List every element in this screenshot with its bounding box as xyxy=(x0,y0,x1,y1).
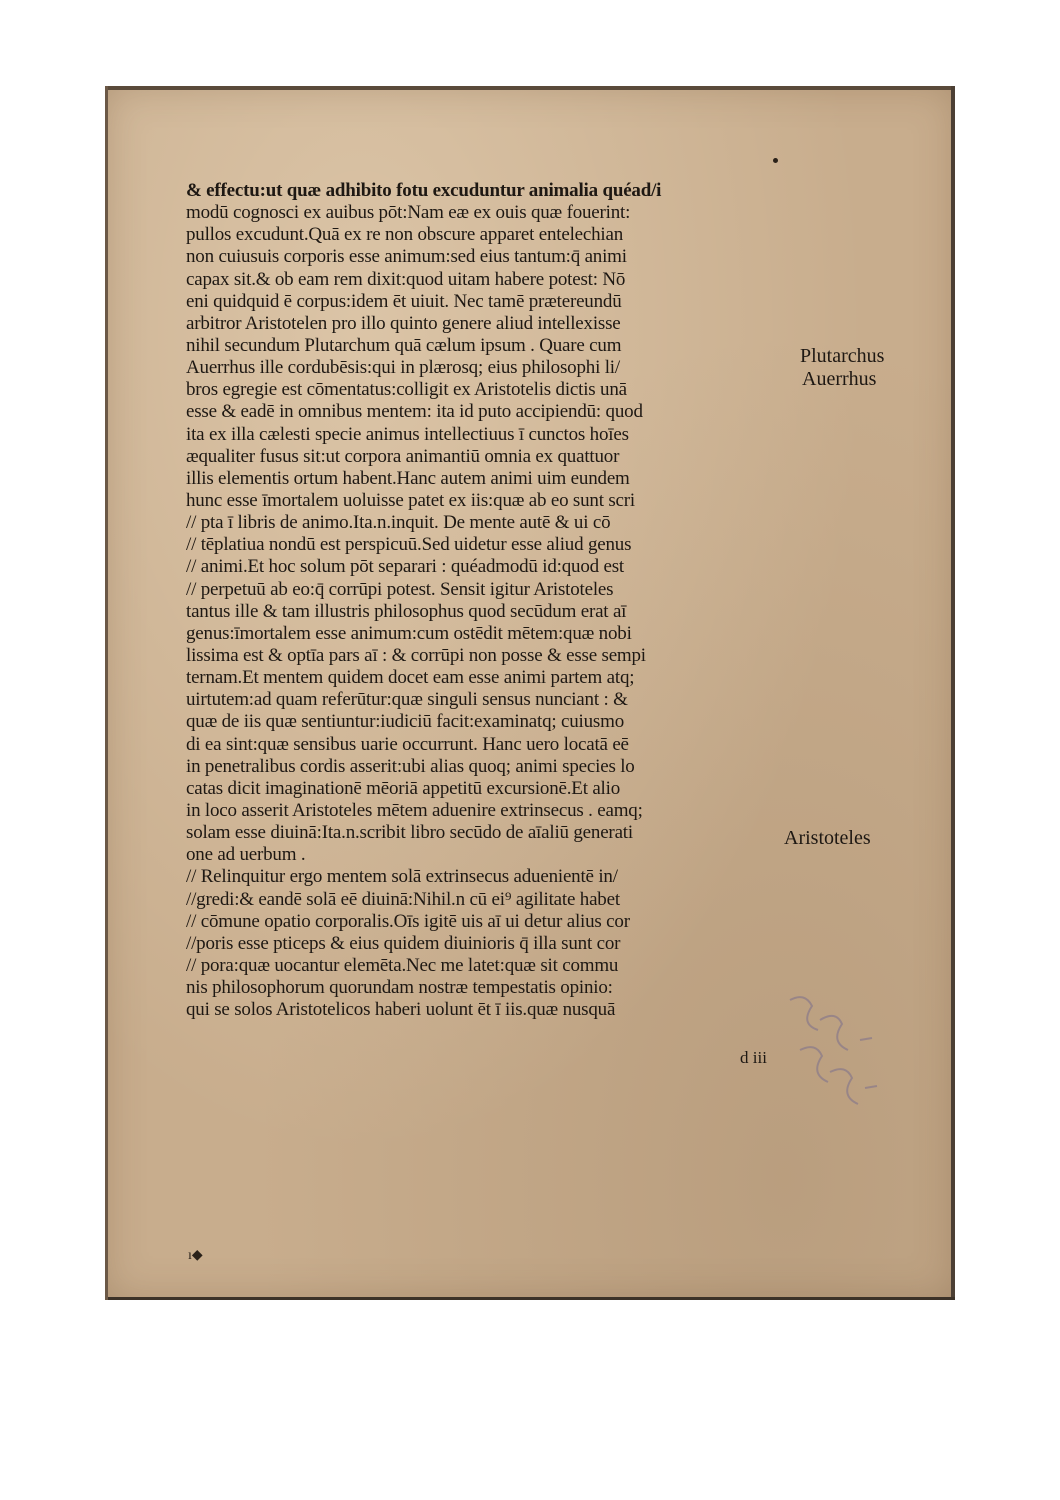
text-line: nis philosophorum quorundam nostræ tempestatis opinio: xyxy=(186,977,613,999)
page-edge-bottom xyxy=(105,1297,955,1300)
text-line: // tēplatiua nondū est perspicuū.Sed uidetur esse aliud genus xyxy=(186,534,632,556)
text-line: catas dicit imaginationē mēoriā appetitū excursionē.Et alio xyxy=(186,777,621,799)
text-line: quæ de iis quæ sentiuntur:iudiciū facit:examinatq; cuiusmo xyxy=(186,711,624,733)
text-line: // animi.Et hoc solum pōt separari : quéadmodū id:quod est xyxy=(186,556,624,578)
text-line: capax sit.& ob eam rem dixit:quod uitam habere potest: Nō xyxy=(186,268,626,290)
text-line: esse & eadē in omnibus mentem: ita id puto accipiendū: quod xyxy=(186,401,643,423)
text-line: genus:īmortalem esse animum:cum ostēdit mētem:quæ nobi xyxy=(186,622,632,644)
text-line: //gredi:& eandē solā eē diuinā:Nihil.n cū ei⁹ agilitate habet xyxy=(186,888,620,910)
text-line: // pta ī libris de animo.Ita.n.inquit. De mente autē & ui cō xyxy=(186,512,611,534)
text-line: non cuiusuis corporis esse animum:sed eius tantum:q̄ animi xyxy=(186,246,627,268)
page-edge-right xyxy=(951,86,955,1300)
text-line: pullos excudunt.Quā ex re non obscure apparet entelechian xyxy=(186,224,624,246)
ink-dot xyxy=(773,158,778,163)
page-edge-left xyxy=(105,86,108,1300)
text-line: solam esse diuinā:Ita.n.scribit libro secūdo de aīaliū generati xyxy=(186,822,633,844)
text-line: illis elementis ortum habent.Hanc autem animi uim eundem xyxy=(186,467,630,489)
text-line: ita ex illa cælesti specie animus intellectiuus ī cunctos hoīes xyxy=(186,423,629,445)
text-line: bros egregie est cōmentatus:colligit ex Aristotelis dictis unā xyxy=(186,379,627,401)
text-line: arbitror Aristotelen pro illo quinto genere aliud intellexisse xyxy=(186,312,621,334)
text-line: in penetralibus cordis asserit:ubi alias quoq; animi species lo xyxy=(186,755,635,777)
text-line: Auerrhus ille cordubēsis:qui in plærosq; eius philosophi li/ xyxy=(186,357,620,379)
foot-mark: ı◆ xyxy=(188,1248,203,1263)
text-line: // pora:quæ uocantur elemēta.Nec me latet:quæ sit commu xyxy=(186,954,619,976)
text-line: one ad uerbum . xyxy=(186,844,306,866)
text-line: di ea sint:quæ sensibus uarie occurrunt. Hanc uero locatā eē xyxy=(186,733,629,755)
text-line: æqualiter fusus sit:ut corpora animantiū omnia ex quattuor xyxy=(186,445,620,467)
text-line: // Relinquitur ergo mentem solā extrinsecus aduenientē in/ xyxy=(186,866,618,888)
text-line: qui se solos Aristotelicos haberi uolunt ēt ī iis.quæ nusquā xyxy=(186,999,616,1021)
text-line: nihil secundum Plutarchum quā cælum ipsum . Quare cum xyxy=(186,334,622,356)
text-line: ternam.Et mentem quidem docet eam esse animi partem atq; xyxy=(186,667,635,689)
signature-mark: d iii xyxy=(740,1048,767,1067)
text-line: hunc esse īmortalem uoluisse patet ex iis:quæ ab eo sunt scri xyxy=(186,489,635,511)
text-line: // cōmune opatio corporalis.Oīs igitē uis aī ui detur alius cor xyxy=(186,910,630,932)
library-stamp-icon xyxy=(770,980,890,1110)
marginal-note-aristoteles: Aristoteles xyxy=(784,827,871,849)
page-edge-top xyxy=(105,86,955,90)
text-line: modū cognosci ex auibus pōt:Nam eæ ex ouis quæ fouerint: xyxy=(186,202,631,224)
text-line: uirtutem:ad quam referūtur:quæ singuli sensus nunciant : & xyxy=(186,689,628,711)
text-line: & effectu:ut quæ adhibito fotu excuduntur animalia quéad/i xyxy=(186,180,662,201)
marginal-note-auerrhus: Auerrhus xyxy=(802,368,877,390)
text-line: in loco asserit Aristoteles mētem aduenire extrinsecus . eamq; xyxy=(186,799,643,821)
main-text-block xyxy=(186,180,786,1021)
text-line: eni quidquid ē corpus:idem ēt uiuit. Nec tamē prætereundū xyxy=(186,290,622,312)
marginal-note-plutarchus: Plutarchus xyxy=(800,345,885,367)
text-line: // perpetuū ab eo:q̄ corrūpi potest. Sensit igitur Aristoteles xyxy=(186,578,614,600)
text-line: //poris esse pticeps & eius quidem diuinioris q̄ illa sunt cor xyxy=(186,932,621,954)
text-line: lissima est & optīa pars aī : & corrūpi non posse & esse sempi xyxy=(186,644,646,666)
text-line: tantus ille & tam illustris philosophus quod secūdum erat aī xyxy=(186,600,627,622)
